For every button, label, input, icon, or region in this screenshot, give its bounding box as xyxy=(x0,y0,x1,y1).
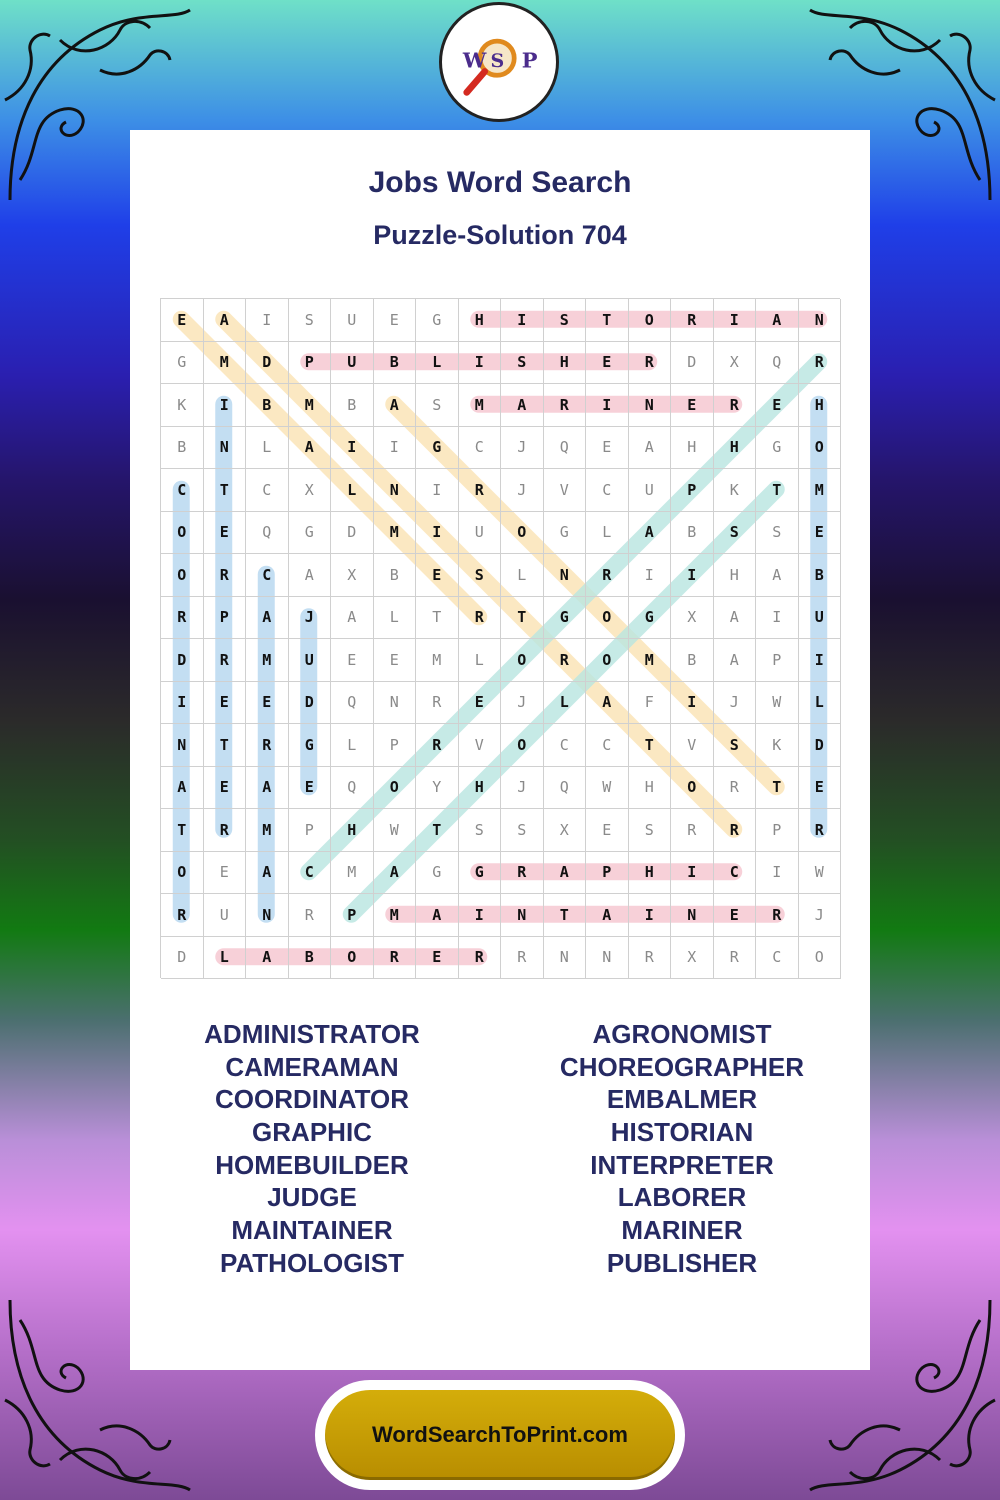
grid-cell[interactable]: G xyxy=(459,852,502,895)
grid-cell[interactable]: G xyxy=(544,512,587,555)
grid-cell[interactable]: K xyxy=(161,384,204,427)
grid-cell[interactable]: A xyxy=(586,894,629,937)
grid-cell[interactable]: P xyxy=(671,469,714,512)
grid-cell[interactable]: I xyxy=(161,682,204,725)
grid-cell[interactable]: E xyxy=(586,342,629,385)
grid-cell[interactable]: B xyxy=(374,342,417,385)
grid-cell[interactable]: I xyxy=(714,299,757,342)
grid-cell[interactable]: L xyxy=(204,937,247,980)
grid-cell[interactable]: E xyxy=(714,894,757,937)
grid-cell[interactable]: N xyxy=(374,682,417,725)
grid-cell[interactable]: X xyxy=(331,554,374,597)
grid-cell[interactable]: D xyxy=(331,512,374,555)
grid-cell[interactable]: I xyxy=(799,639,842,682)
grid-cell[interactable]: W xyxy=(799,852,842,895)
grid-cell[interactable]: I xyxy=(331,427,374,470)
grid-cell[interactable]: I xyxy=(204,384,247,427)
grid-cell[interactable]: E xyxy=(459,682,502,725)
grid-cell[interactable]: G xyxy=(289,512,332,555)
grid-cell[interactable]: L xyxy=(331,469,374,512)
grid-cell[interactable]: E xyxy=(204,512,247,555)
grid-cell[interactable]: R xyxy=(714,384,757,427)
grid-cell[interactable]: A xyxy=(544,852,587,895)
word-list-item: HOMEBUILDER xyxy=(215,1149,409,1180)
grid-cell[interactable]: E xyxy=(586,427,629,470)
site-logo[interactable] xyxy=(439,2,559,122)
grid-cell[interactable]: R xyxy=(161,894,204,937)
grid-cell[interactable]: A xyxy=(756,299,799,342)
grid-cell[interactable]: R xyxy=(289,894,332,937)
grid-cell[interactable]: A xyxy=(331,597,374,640)
grid-cell[interactable]: V xyxy=(459,724,502,767)
grid-cell[interactable]: I xyxy=(629,894,672,937)
grid-cell[interactable]: P xyxy=(374,724,417,767)
grid-cell[interactable]: N xyxy=(671,894,714,937)
word-list xyxy=(130,1018,870,1280)
logo-letter-s: S xyxy=(490,49,505,72)
grid-cell[interactable]: R xyxy=(204,809,247,852)
grid-cell[interactable]: S xyxy=(756,512,799,555)
grid-cell[interactable]: S xyxy=(544,299,587,342)
grid-cell[interactable]: U xyxy=(289,639,332,682)
grid-cell[interactable]: J xyxy=(289,597,332,640)
puzzle-subtitle: Puzzle-Solution 704 xyxy=(373,220,627,250)
grid-cell[interactable]: A xyxy=(586,682,629,725)
grid-cell[interactable]: I xyxy=(501,299,544,342)
logo-letter-w: W xyxy=(462,47,487,73)
grid-cell[interactable]: A xyxy=(416,894,459,937)
word-list-item: JUDGE xyxy=(267,1182,357,1213)
word-list-item: HISTORIAN xyxy=(610,1117,754,1148)
grid-cell[interactable]: M xyxy=(459,384,502,427)
grid-cell[interactable]: R xyxy=(501,852,544,895)
grid-cell[interactable]: D xyxy=(161,937,204,980)
grid-cell[interactable]: T xyxy=(544,894,587,937)
grid-cell[interactable]: E xyxy=(416,554,459,597)
grid-cell[interactable]: U xyxy=(204,894,247,937)
grid-cell[interactable]: G xyxy=(416,299,459,342)
grid-cell[interactable]: S xyxy=(289,299,332,342)
grid-cell[interactable]: X xyxy=(671,597,714,640)
footer-site-button[interactable] xyxy=(315,1380,685,1490)
grid-cell[interactable]: M xyxy=(246,639,289,682)
grid-cell[interactable]: R xyxy=(459,469,502,512)
grid-cell[interactable]: B xyxy=(289,937,332,980)
grid-cell[interactable]: I xyxy=(459,342,502,385)
grid-cell[interactable]: O xyxy=(161,852,204,895)
grid-cell[interactable]: C xyxy=(459,427,502,470)
word-list-item: EMBALMER xyxy=(606,1084,758,1115)
grid-cell[interactable]: E xyxy=(331,639,374,682)
grid-cell[interactable]: N xyxy=(374,469,417,512)
grid-cell[interactable]: D xyxy=(161,639,204,682)
grid-cell[interactable]: G xyxy=(416,852,459,895)
grid-cell[interactable]: I xyxy=(671,852,714,895)
grid-cell[interactable]: N xyxy=(501,894,544,937)
grid-cell[interactable]: Q xyxy=(544,427,587,470)
grid-cell[interactable]: R xyxy=(544,384,587,427)
grid-cell[interactable]: X xyxy=(714,342,757,385)
grid-cell[interactable]: A xyxy=(289,554,332,597)
footer-site-label[interactable]: WordSearchToPrint.com xyxy=(325,1390,675,1480)
word-list-item: CAMERAMAN xyxy=(225,1051,399,1082)
grid-cell[interactable]: H xyxy=(544,342,587,385)
grid-cell[interactable]: L xyxy=(586,512,629,555)
grid-cell[interactable]: A xyxy=(714,639,757,682)
grid-cell[interactable]: T xyxy=(756,767,799,810)
grid-cell[interactable]: A xyxy=(714,597,757,640)
grid-cell[interactable]: S xyxy=(714,724,757,767)
grid-cell[interactable]: W xyxy=(586,767,629,810)
grid-cell[interactable]: E xyxy=(204,852,247,895)
grid-cell[interactable]: E xyxy=(374,299,417,342)
letter-grid xyxy=(160,298,840,978)
grid-cell[interactable]: O xyxy=(586,597,629,640)
grid-cell[interactable]: A xyxy=(246,597,289,640)
word-list-item: PATHOLOGIST xyxy=(220,1247,404,1278)
word-search-grid xyxy=(160,298,840,978)
grid-cell[interactable]: C xyxy=(544,724,587,767)
grid-cell[interactable]: N xyxy=(544,554,587,597)
grid-cell[interactable]: E xyxy=(586,809,629,852)
grid-cell[interactable]: F xyxy=(629,682,672,725)
grid-cell[interactable]: N xyxy=(544,937,587,980)
grid-cell[interactable]: G xyxy=(629,597,672,640)
grid-cell[interactable]: T xyxy=(629,724,672,767)
grid-cell[interactable]: X xyxy=(671,937,714,980)
grid-cell[interactable]: K xyxy=(714,469,757,512)
grid-cell[interactable]: H xyxy=(459,299,502,342)
word-list-item: GRAPHIC xyxy=(252,1117,372,1148)
grid-cell[interactable]: L xyxy=(331,724,374,767)
grid-cell[interactable]: E xyxy=(671,384,714,427)
grid-cell[interactable]: R xyxy=(161,597,204,640)
grid-cell[interactable]: E xyxy=(416,937,459,980)
grid-cell[interactable]: N xyxy=(799,299,842,342)
grid-cell[interactable]: E xyxy=(799,512,842,555)
word-list-item: LABORER xyxy=(617,1182,747,1213)
grid-cell[interactable]: D xyxy=(246,342,289,385)
grid-cell[interactable]: W xyxy=(374,809,417,852)
grid-cell[interactable]: V xyxy=(544,469,587,512)
grid-cell[interactable]: L xyxy=(416,342,459,385)
grid-cell[interactable]: Q xyxy=(544,767,587,810)
grid-cell[interactable]: M xyxy=(204,342,247,385)
grid-cell[interactable]: S xyxy=(714,512,757,555)
grid-cell[interactable]: S xyxy=(629,809,672,852)
grid-cell[interactable]: I xyxy=(416,469,459,512)
grid-cell[interactable]: E xyxy=(289,767,332,810)
grid-cell[interactable]: Q xyxy=(246,512,289,555)
grid-cell[interactable]: G xyxy=(544,597,587,640)
grid-cell[interactable]: J xyxy=(799,894,842,937)
grid-cell[interactable]: O xyxy=(161,554,204,597)
grid-cell[interactable]: C xyxy=(246,554,289,597)
word-list-item: COORDINATOR xyxy=(214,1084,410,1115)
grid-cell[interactable]: O xyxy=(161,512,204,555)
grid-cell[interactable]: Q xyxy=(331,682,374,725)
grid-cell[interactable]: R xyxy=(799,342,842,385)
grid-cell[interactable]: X xyxy=(544,809,587,852)
grid-cell[interactable]: O xyxy=(501,512,544,555)
grid-cell[interactable]: I xyxy=(629,554,672,597)
grid-cell[interactable]: N xyxy=(586,937,629,980)
grid-cell[interactable]: S xyxy=(501,342,544,385)
grid-cell[interactable]: E xyxy=(799,767,842,810)
grid-cell[interactable]: S xyxy=(501,809,544,852)
grid-cell[interactable]: A xyxy=(374,852,417,895)
grid-cell[interactable]: Q xyxy=(331,767,374,810)
grid-cell[interactable]: B xyxy=(246,384,289,427)
grid-cell[interactable]: M xyxy=(629,639,672,682)
grid-cell[interactable]: A xyxy=(289,427,332,470)
grid-cell[interactable]: J xyxy=(714,682,757,725)
grid-cell[interactable]: L xyxy=(501,554,544,597)
grid-cell[interactable]: A xyxy=(374,384,417,427)
grid-cell[interactable]: X xyxy=(289,469,332,512)
word-list-item: PUBLISHER xyxy=(606,1247,758,1278)
grid-cell[interactable]: H xyxy=(331,809,374,852)
grid-cell[interactable]: O xyxy=(629,299,672,342)
grid-cell[interactable]: J xyxy=(501,682,544,725)
puzzle-panel xyxy=(130,130,870,1370)
grid-cell[interactable]: H xyxy=(714,554,757,597)
grid-cell[interactable]: C xyxy=(586,724,629,767)
grid-cell[interactable]: D xyxy=(289,682,332,725)
puzzle-title: Jobs Word Search xyxy=(368,166,632,199)
grid-cell[interactable]: R xyxy=(671,299,714,342)
grid-cell[interactable]: I xyxy=(416,512,459,555)
grid-cell[interactable]: M xyxy=(374,512,417,555)
grid-cell[interactable]: G xyxy=(756,427,799,470)
grid-cell[interactable]: I xyxy=(671,682,714,725)
grid-cell[interactable]: J xyxy=(501,427,544,470)
grid-cell[interactable]: P xyxy=(756,809,799,852)
grid-cell[interactable]: M xyxy=(416,639,459,682)
grid-cell[interactable]: M xyxy=(246,809,289,852)
grid-cell[interactable]: A xyxy=(501,384,544,427)
grid-cell[interactable]: G xyxy=(289,724,332,767)
grid-cell[interactable]: N xyxy=(204,427,247,470)
grid-cell[interactable]: Y xyxy=(416,767,459,810)
grid-cell[interactable]: C xyxy=(246,469,289,512)
grid-cell[interactable]: U xyxy=(799,597,842,640)
logo-letter-p: P xyxy=(521,47,538,73)
grid-cell[interactable]: N xyxy=(629,384,672,427)
grid-cell[interactable]: B xyxy=(671,512,714,555)
grid-cell[interactable]: B xyxy=(374,554,417,597)
grid-cell[interactable]: A xyxy=(246,767,289,810)
grid-cell[interactable]: M xyxy=(374,894,417,937)
grid-cell[interactable]: M xyxy=(289,384,332,427)
grid-cell[interactable]: R xyxy=(374,937,417,980)
word-list-right-column xyxy=(494,1018,870,1280)
grid-cell[interactable]: R xyxy=(416,724,459,767)
grid-cell[interactable]: B xyxy=(671,639,714,682)
grid-cell[interactable]: J xyxy=(501,767,544,810)
grid-cell[interactable]: R xyxy=(671,809,714,852)
grid-cell[interactable]: R xyxy=(501,937,544,980)
grid-cell[interactable]: C xyxy=(161,469,204,512)
grid-cell[interactable]: T xyxy=(416,809,459,852)
grid-cell[interactable]: E xyxy=(204,767,247,810)
word-list-item: MARINER xyxy=(621,1215,743,1246)
grid-cell[interactable]: A xyxy=(756,554,799,597)
grid-cell[interactable]: H xyxy=(629,767,672,810)
word-list-item: AGRONOMIST xyxy=(592,1019,772,1049)
grid-cell[interactable]: H xyxy=(459,767,502,810)
grid-cell[interactable]: M xyxy=(331,852,374,895)
grid-cell[interactable]: I xyxy=(459,894,502,937)
grid-cell[interactable]: L xyxy=(374,597,417,640)
grid-cell[interactable]: B xyxy=(161,427,204,470)
grid-cell[interactable]: E xyxy=(756,384,799,427)
grid-cell[interactable]: T xyxy=(204,469,247,512)
grid-cell[interactable]: E xyxy=(161,299,204,342)
grid-cell[interactable]: R xyxy=(204,554,247,597)
grid-cell[interactable]: O xyxy=(374,767,417,810)
grid-cell[interactable]: R xyxy=(459,597,502,640)
grid-cell[interactable]: I xyxy=(671,554,714,597)
grid-cell[interactable]: R xyxy=(544,639,587,682)
grid-cell[interactable]: N xyxy=(246,894,289,937)
grid-cell[interactable]: I xyxy=(246,299,289,342)
word-list-item: ADMINISTRATOR xyxy=(204,1019,420,1049)
grid-cell[interactable]: I xyxy=(756,852,799,895)
grid-cell[interactable]: E xyxy=(246,682,289,725)
grid-cell[interactable]: I xyxy=(374,427,417,470)
grid-cell[interactable]: R xyxy=(459,937,502,980)
grid-cell[interactable]: R xyxy=(714,937,757,980)
grid-cell[interactable]: I xyxy=(756,597,799,640)
word-list-item: CHOREOGRAPHER xyxy=(559,1051,805,1082)
grid-cell[interactable]: C xyxy=(714,852,757,895)
grid-cell[interactable]: T xyxy=(756,469,799,512)
grid-cell[interactable]: C xyxy=(289,852,332,895)
grid-cell[interactable]: A xyxy=(246,852,289,895)
grid-cell[interactable]: E xyxy=(204,682,247,725)
grid-cell[interactable]: R xyxy=(714,767,757,810)
grid-cell[interactable]: T xyxy=(586,299,629,342)
grid-cell[interactable]: O xyxy=(586,639,629,682)
grid-cell[interactable]: A xyxy=(629,512,672,555)
grid-cell[interactable]: R xyxy=(799,809,842,852)
grid-cell[interactable]: L xyxy=(799,682,842,725)
grid-cell[interactable]: V xyxy=(671,724,714,767)
grid-cell[interactable]: P xyxy=(289,809,332,852)
grid-cell[interactable]: O xyxy=(799,427,842,470)
grid-cell[interactable]: L xyxy=(246,427,289,470)
grid-cell[interactable]: R xyxy=(629,937,672,980)
grid-cell[interactable]: T xyxy=(416,597,459,640)
grid-cell[interactable]: P xyxy=(756,639,799,682)
grid-cell[interactable]: P xyxy=(586,852,629,895)
grid-cell[interactable]: E xyxy=(374,639,417,682)
grid-cell[interactable]: R xyxy=(629,342,672,385)
grid-cell[interactable]: O xyxy=(501,724,544,767)
grid-cell[interactable]: G xyxy=(161,342,204,385)
grid-cell[interactable]: T xyxy=(161,809,204,852)
grid-cell[interactable]: R xyxy=(714,809,757,852)
grid-cell[interactable]: A xyxy=(161,767,204,810)
grid-cell[interactable]: S xyxy=(416,384,459,427)
grid-cell[interactable]: O xyxy=(671,767,714,810)
grid-cell[interactable]: P xyxy=(204,597,247,640)
grid-cell[interactable]: R xyxy=(586,554,629,597)
grid-cell[interactable]: G xyxy=(416,427,459,470)
grid-cell[interactable]: L xyxy=(544,682,587,725)
grid-cell[interactable]: K xyxy=(756,724,799,767)
grid-cell[interactable]: A xyxy=(629,427,672,470)
grid-cell[interactable]: U xyxy=(459,512,502,555)
grid-cell[interactable]: S xyxy=(459,554,502,597)
grid-cell[interactable]: T xyxy=(501,597,544,640)
grid-cell[interactable]: O xyxy=(799,937,842,980)
grid-cell[interactable]: B xyxy=(799,554,842,597)
grid-cell[interactable]: T xyxy=(204,724,247,767)
grid-cell[interactable]: R xyxy=(246,724,289,767)
grid-cell[interactable]: L xyxy=(459,639,502,682)
grid-cell[interactable]: D xyxy=(799,724,842,767)
grid-cell[interactable]: N xyxy=(161,724,204,767)
grid-cell[interactable]: R xyxy=(756,894,799,937)
grid-cell[interactable]: S xyxy=(459,809,502,852)
word-list-item: INTERPRETER xyxy=(590,1149,774,1180)
grid-cell[interactable]: O xyxy=(501,639,544,682)
grid-cell[interactable]: U xyxy=(331,342,374,385)
grid-cell[interactable]: M xyxy=(799,469,842,512)
word-list-item: MAINTAINER xyxy=(231,1215,393,1246)
grid-cell[interactable]: D xyxy=(671,342,714,385)
grid-cell[interactable]: C xyxy=(586,469,629,512)
word-list-left-column xyxy=(130,1018,494,1280)
grid-cell[interactable]: U xyxy=(331,299,374,342)
grid-cell[interactable]: O xyxy=(331,937,374,980)
grid-cell[interactable]: J xyxy=(501,469,544,512)
grid-cell[interactable]: W xyxy=(756,682,799,725)
grid-cell[interactable]: A xyxy=(246,937,289,980)
grid-cell[interactable]: B xyxy=(331,384,374,427)
grid-cell[interactable]: Q xyxy=(756,342,799,385)
grid-cell[interactable]: A xyxy=(204,299,247,342)
grid-cell[interactable]: P xyxy=(289,342,332,385)
grid-cell[interactable]: H xyxy=(671,427,714,470)
grid-cell[interactable]: C xyxy=(756,937,799,980)
grid-cell[interactable]: P xyxy=(331,894,374,937)
grid-cell[interactable]: R xyxy=(204,639,247,682)
grid-cell[interactable]: H xyxy=(714,427,757,470)
grid-cell[interactable]: R xyxy=(416,682,459,725)
grid-cell[interactable]: H xyxy=(799,384,842,427)
grid-cell[interactable]: I xyxy=(586,384,629,427)
grid-cell[interactable]: U xyxy=(629,469,672,512)
grid-cell[interactable]: H xyxy=(629,852,672,895)
